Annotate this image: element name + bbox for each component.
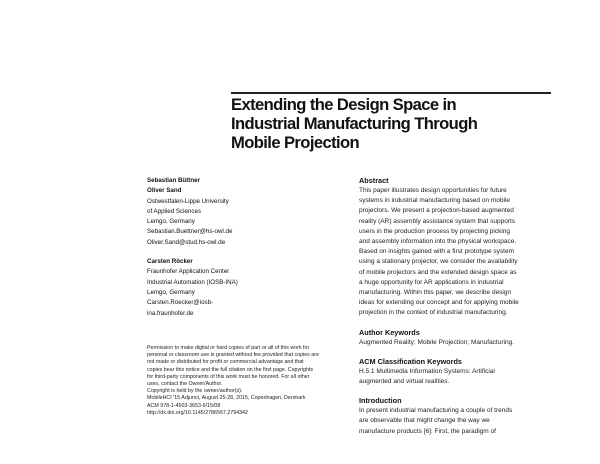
author-name: Sebastian Büttner	[147, 177, 200, 184]
abstract-line: users in the production process by projecting picking	[359, 227, 511, 235]
location: Lemgo, Germany	[147, 218, 195, 226]
conference-line: MobileHCI '15 Adjunct, August 25-28, 2015, Copenhagen, Denmark	[147, 395, 306, 402]
abstract-line: ideas for extending our concept and for applying mobile	[359, 299, 519, 307]
affiliation: Ostwestfalen-Lippe University	[147, 197, 229, 205]
permission-line: for third-party components of this work must be honored. For all other	[147, 373, 310, 380]
introduction-line: manufacture products [6]: First, the paradigm of	[359, 427, 496, 435]
title-line: Industrial Manufacturing Through	[231, 114, 478, 133]
abstract-line: of mobile projectors and the extended design space as	[359, 268, 517, 276]
keywords-section	[359, 328, 559, 348]
email: Sebastian.Buettner@hs-owl.de	[147, 228, 233, 236]
introduction-line: are observable that might change the way we	[359, 417, 490, 425]
abstract-section	[359, 176, 559, 319]
paper-title	[231, 92, 551, 152]
email: ina.fraunhofer.de	[147, 309, 194, 317]
title-line: Extending the Design Space in	[231, 95, 457, 114]
email: Carsten.Roecker@iosb-	[147, 299, 214, 307]
section-heading: ACM Classification Keywords	[359, 356, 462, 366]
right-column	[359, 176, 559, 437]
permission-notice	[147, 345, 347, 417]
author-group-1	[147, 176, 337, 248]
section-heading: Abstract	[359, 176, 389, 185]
section-heading: Introduction	[359, 396, 402, 406]
introduction-line: In present industrial manufacturing a couple of trends	[359, 407, 513, 415]
author-name: Carsten Röcker	[147, 258, 193, 266]
abstract-line: a huge opportunity for AR applications in industrial	[359, 278, 504, 286]
author-block	[147, 176, 337, 319]
author-name: Oliver Sand	[147, 187, 182, 195]
permission-line: copies bear this notice and the full citation on the first page. Copyrights	[147, 366, 314, 373]
section-heading: Author Keywords	[359, 327, 420, 337]
email: Oliver.Sand@stud.hs-owl.de	[147, 238, 226, 246]
permission-line: Permission to make digital or hard copies of part or all of this work for	[147, 345, 310, 351]
abstract-line: using a stationary projector, we consider the availability	[359, 258, 518, 266]
permission-line: personal or classroom use is granted without fee provided that copies are	[147, 352, 319, 359]
keywords-line: Augmented Reality; Mobile Projection; Manufacturing.	[359, 338, 514, 346]
abstract-line: manufacturing. Within this paper, we describe design	[359, 289, 512, 297]
abstract-line: This paper illustrates design opportunities for future	[359, 187, 507, 194]
acm-line: H.5.1 Multimedia Information Systems: Artificial	[359, 367, 495, 375]
affiliation: Industrial Automation (IOSB-INA)	[147, 278, 238, 286]
affiliation: Fraunhofer Application Center	[147, 268, 230, 276]
abstract-line: systems in industrial manufacturing based on mobile	[359, 197, 511, 205]
title-line: Mobile Projection	[231, 133, 360, 152]
abstract-line: Based on insights gained with a first prototype system	[359, 248, 514, 256]
location: Lemgo, Germany	[147, 288, 195, 296]
copyright-line: Copyright is held by the owner/author(s).	[147, 388, 243, 395]
acm-section	[359, 357, 559, 387]
acm-line: augmented and virtual realities.	[359, 378, 450, 386]
permission-line: not made or distributed for profit or commercial advantage and that	[147, 359, 304, 366]
abstract-line: and assembly information into the physical workspace.	[359, 238, 517, 246]
doi-line: http://dx.doi.org/10.1145/2786567.2794342	[147, 409, 248, 416]
affiliation: of Applied Sciences	[147, 207, 202, 215]
isbn-line: ACM 978-1-4503-3653-6/15/08	[147, 402, 221, 409]
introduction-section	[359, 396, 559, 437]
abstract-line: projectors. We present a projection-based augmented	[359, 207, 514, 215]
abstract-line: projection in the context of industrial manufacturing.	[359, 309, 508, 317]
author-group-2	[147, 257, 337, 319]
abstract-line: reality (AR) assembly assistance system that supports	[359, 217, 516, 225]
permission-line: uses, contact the Owner/Author.	[147, 381, 223, 388]
